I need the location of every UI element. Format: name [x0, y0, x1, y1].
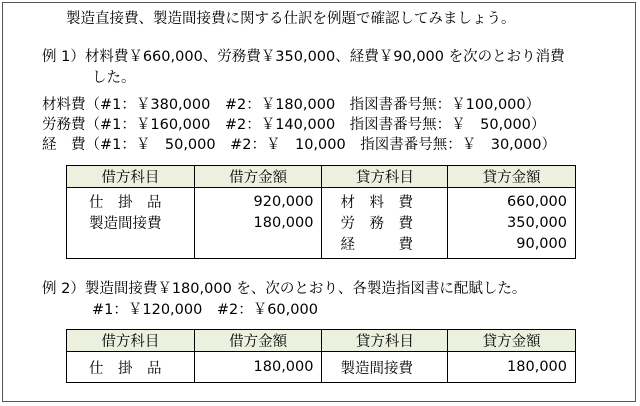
breakdown-expense: 経 費（#1：￥ 50,000 #2：￥ 10,000 指図書番号無：￥ 30,000）	[42, 137, 556, 153]
header-credit-account: 貸方科目	[322, 330, 448, 352]
credit-account-cell: 労 務 費	[322, 212, 448, 233]
heading-text: 製造直接費、製造間接費に関する仕訳を例題で確認してみましょう。	[66, 11, 516, 27]
header-credit-account: 貸方科目	[322, 166, 448, 188]
example1-line2: した。	[92, 70, 136, 86]
credit-amount-cell: 660,000	[448, 188, 576, 213]
journal-table-2	[66, 329, 576, 383]
table-row	[67, 352, 576, 383]
debit-account-cell: 仕 掛 品	[67, 352, 195, 383]
example2-line2: #1：￥120,000 #2：￥60,000	[92, 302, 318, 318]
credit-account-cell: 製造間接費	[322, 352, 448, 383]
breakdown-labor: 労務費（#1：￥160,000 #2：￥140,000 指図書番号無：￥ 50,000）	[42, 117, 546, 133]
header-debit-account: 借方科目	[67, 166, 195, 188]
table-row	[67, 233, 576, 259]
credit-account-cell: 材 料 費	[322, 188, 448, 213]
table-row	[67, 212, 576, 233]
credit-account-cell: 経 費	[322, 233, 448, 259]
debit-account-cell	[67, 233, 195, 259]
debit-account-cell: 製造間接費	[67, 212, 195, 233]
credit-amount-cell: 90,000	[448, 233, 576, 259]
debit-amount-cell	[194, 233, 322, 259]
credit-amount-cell: 350,000	[448, 212, 576, 233]
example2-line1: 例 2）製造間接費￥180,000 を、次のとおり、各製造指図書に配賦した。	[42, 281, 527, 297]
debit-amount-cell: 180,000	[194, 352, 322, 383]
example1-line1: 例 1）材料費￥660,000、労務費￥350,000、経費￥90,000 を次のとおり消費	[42, 49, 565, 65]
debit-amount-cell: 180,000	[194, 212, 322, 233]
header-debit-account: 借方科目	[67, 330, 195, 352]
header-debit-amount: 借方金額	[194, 330, 322, 352]
debit-amount-cell: 920,000	[194, 188, 322, 213]
breakdown-material: 材料費（#1：￥380,000 #2：￥180,000 指図書番号無：￥100,000）	[42, 97, 541, 113]
header-credit-amount: 貸方金額	[448, 166, 576, 188]
journal-table-1	[66, 165, 576, 259]
header-credit-amount: 貸方金額	[448, 330, 576, 352]
table-header-row	[67, 330, 576, 352]
debit-account-cell: 仕 掛 品	[67, 188, 195, 213]
credit-amount-cell: 180,000	[448, 352, 576, 383]
table-header-row	[67, 166, 576, 188]
header-debit-amount: 借方金額	[194, 166, 322, 188]
table-row	[67, 188, 576, 213]
